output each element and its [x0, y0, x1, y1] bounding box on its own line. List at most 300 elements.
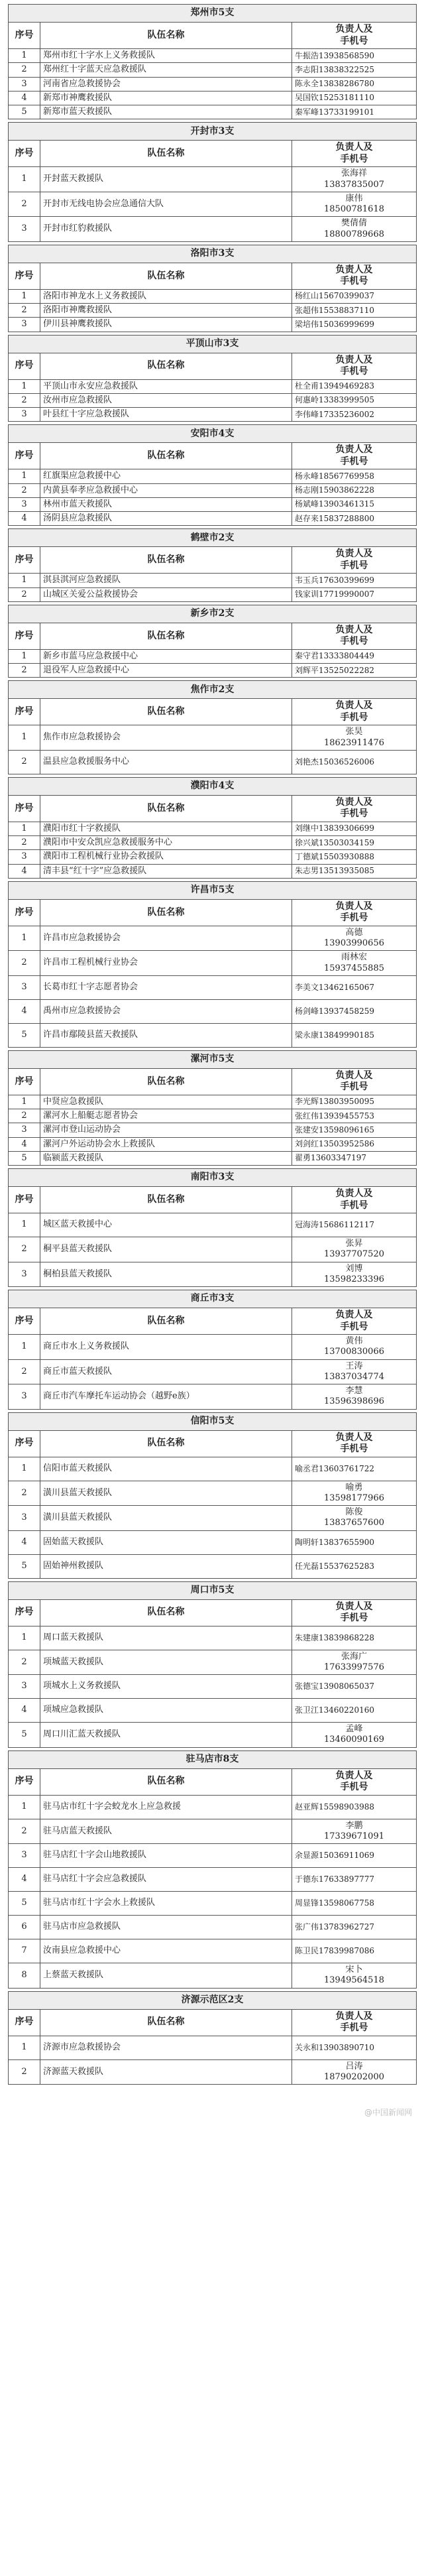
table-row — [9, 1723, 417, 1748]
contact-info: 余显源15036911069 — [292, 1844, 417, 1868]
table-row — [9, 49, 417, 63]
table-row — [9, 318, 417, 332]
column-header-index: 序号 — [9, 443, 40, 469]
contact-info: 杜全甫13949469283 — [292, 379, 417, 393]
contact-info: 刘辉平13525022282 — [292, 664, 417, 678]
contact-info: 陈俊 13837657600 — [292, 1506, 417, 1531]
row-index: 1 — [9, 1457, 40, 1481]
contact-info: 张海广 17633997576 — [292, 1650, 417, 1675]
table-row — [9, 289, 417, 303]
team-name: 项城应急救援队 — [40, 1699, 292, 1723]
city-table — [8, 1991, 417, 2085]
table-row — [9, 379, 417, 393]
contact-info: 吴国钦15253181110 — [292, 91, 417, 105]
team-name: 许昌市应急救援协会 — [40, 926, 292, 951]
row-index: 3 — [9, 975, 40, 999]
city-table — [8, 881, 417, 1048]
contact-info: 杨红山15670399037 — [292, 289, 417, 303]
row-index: 3 — [9, 77, 40, 91]
row-index: 5 — [9, 1151, 40, 1165]
contact-info: 康伟 18500781618 — [292, 192, 417, 217]
table-row — [9, 822, 417, 835]
team-name: 汝州市应急救援队 — [40, 393, 292, 407]
column-header-index: 序号 — [9, 1068, 40, 1095]
contact-info: 杨志刚15903862228 — [292, 483, 417, 497]
team-name: 许昌市工程机械行业协会 — [40, 951, 292, 976]
table-row — [9, 1095, 417, 1109]
team-name: 驻马店蓝天救援队 — [40, 1819, 292, 1844]
team-name: 项城蓝天救援队 — [40, 1650, 292, 1675]
team-name: 驻马店市红十字会水上救援队 — [40, 1892, 292, 1916]
team-name: 桐平县蓝天救援队 — [40, 1237, 292, 1262]
team-name: 禹州市应急救援协会 — [40, 999, 292, 1023]
city-table — [8, 245, 417, 332]
team-name: 漯河市登山运动协会 — [40, 1123, 292, 1137]
column-header-index: 序号 — [9, 23, 40, 49]
row-index: 2 — [9, 2059, 40, 2085]
row-index: 2 — [9, 750, 40, 774]
table-row — [9, 1137, 417, 1151]
row-index: 3 — [9, 408, 40, 422]
table-row — [9, 1237, 417, 1262]
row-index: 4 — [9, 91, 40, 105]
row-index: 3 — [9, 318, 40, 332]
table-row — [9, 167, 417, 192]
city-title: 平顶山市3支 — [9, 335, 417, 353]
column-header-team: 队伍名称 — [40, 1768, 292, 1795]
team-name: 商丘市蓝天救援队 — [40, 1359, 292, 1384]
column-header-index: 序号 — [9, 353, 40, 379]
column-header-index: 序号 — [9, 1599, 40, 1626]
column-header-team: 队伍名称 — [40, 443, 292, 469]
table-row — [9, 483, 417, 497]
team-name: 固始神州救援队 — [40, 1554, 292, 1578]
row-index: 8 — [9, 1963, 40, 1989]
column-header-index: 序号 — [9, 1308, 40, 1335]
row-index: 2 — [9, 1109, 40, 1123]
table-row — [9, 2036, 417, 2059]
table-row — [9, 1213, 417, 1237]
team-name: 洛阳市神龙水上义务救援队 — [40, 289, 292, 303]
column-header-team: 队伍名称 — [40, 2009, 292, 2036]
column-header-contact: 负责人及 手机号 — [292, 443, 417, 469]
table-row — [9, 91, 417, 105]
column-header-index: 序号 — [9, 1187, 40, 1213]
team-name: 濮阳市工程机械行业协会救援队 — [40, 850, 292, 864]
row-index: 3 — [9, 1262, 40, 1287]
row-index: 2 — [9, 192, 40, 217]
row-index: 5 — [9, 1723, 40, 1748]
column-header-contact: 负责人及 手机号 — [292, 23, 417, 49]
row-index: 1 — [9, 649, 40, 663]
team-name: 清丰县“红十字”应急救援队 — [40, 864, 292, 878]
team-name: 河南省应急救援协会 — [40, 77, 292, 91]
contact-info: 吕涛 18790202000 — [292, 2059, 417, 2085]
column-header-team: 队伍名称 — [40, 141, 292, 167]
table-row — [9, 1506, 417, 1531]
contact-info: 秦守君13333804449 — [292, 649, 417, 663]
column-header-contact: 负责人及 手机号 — [292, 547, 417, 574]
table-row — [9, 951, 417, 976]
contact-info: 刘博 13598233396 — [292, 1262, 417, 1287]
contact-info: 梁永康13849990185 — [292, 1023, 417, 1047]
table-row — [9, 664, 417, 678]
column-header-team: 队伍名称 — [40, 699, 292, 725]
city-title: 开封市3支 — [9, 123, 417, 141]
column-header-contact: 负责人及 手机号 — [292, 1187, 417, 1213]
city-title: 郑州市5支 — [9, 5, 417, 23]
column-header-team: 队伍名称 — [40, 263, 292, 289]
city-title: 漯河市5支 — [9, 1050, 417, 1068]
contact-info: 刘继中13839306699 — [292, 822, 417, 835]
table-row — [9, 999, 417, 1023]
row-index: 4 — [9, 1868, 40, 1892]
team-name: 开封市红豹救援队 — [40, 217, 292, 242]
table-row — [9, 217, 417, 242]
row-index: 2 — [9, 951, 40, 976]
contact-info: 喻丞君13603761722 — [292, 1457, 417, 1481]
column-header-contact: 负责人及 手机号 — [292, 263, 417, 289]
contact-info: 翟勇13603347197 — [292, 1151, 417, 1165]
table-row — [9, 304, 417, 318]
contact-info: 徐兴斌13503034159 — [292, 836, 417, 850]
row-index: 1 — [9, 822, 40, 835]
column-header-team: 队伍名称 — [40, 1187, 292, 1213]
column-header-contact: 负责人及 手机号 — [292, 699, 417, 725]
contact-info: 陈卫民17839987086 — [292, 1939, 417, 1963]
team-name: 开封蓝天救援队 — [40, 167, 292, 192]
team-name: 济源蓝天救援队 — [40, 2059, 292, 2085]
contact-info: 杨剑峰13937458259 — [292, 999, 417, 1023]
team-name: 桐柏县蓝天救援队 — [40, 1262, 292, 1287]
table-row — [9, 497, 417, 511]
row-index: 1 — [9, 1095, 40, 1109]
table-row — [9, 1151, 417, 1165]
contact-info: 李慧 13596398696 — [292, 1384, 417, 1410]
city-title: 周口市5支 — [9, 1581, 417, 1599]
contact-info: 梁培伟15036999699 — [292, 318, 417, 332]
contact-info: 李志阳13838322525 — [292, 63, 417, 77]
team-name: 内黄县奉孝应急救援中心 — [40, 483, 292, 497]
column-header-contact: 负责人及 手机号 — [292, 2009, 417, 2036]
contact-info: 杨永峰18567769958 — [292, 469, 417, 483]
row-index: 2 — [9, 587, 40, 601]
column-header-team: 队伍名称 — [40, 547, 292, 574]
row-index: 2 — [9, 836, 40, 850]
contact-info: 黄伟 13700830066 — [292, 1335, 417, 1360]
row-index: 5 — [9, 105, 40, 119]
row-index: 3 — [9, 1506, 40, 1531]
row-index: 1 — [9, 1626, 40, 1650]
contact-info: 任光磊15537625283 — [292, 1554, 417, 1578]
table-row — [9, 725, 417, 751]
team-name: 濮阳市红十字救援队 — [40, 822, 292, 835]
city-title: 信阳市5支 — [9, 1412, 417, 1430]
table-row — [9, 2059, 417, 2085]
table-row — [9, 408, 417, 422]
column-header-team: 队伍名称 — [40, 623, 292, 649]
table-row — [9, 864, 417, 878]
row-index: 2 — [9, 1481, 40, 1506]
table-row — [9, 1892, 417, 1916]
column-header-contact: 负责人及 手机号 — [292, 623, 417, 649]
city-table — [8, 1581, 417, 1748]
city-table — [8, 1168, 417, 1287]
city-table — [8, 1412, 417, 1579]
column-header-contact: 负责人及 手机号 — [292, 1430, 417, 1457]
row-index: 2 — [9, 483, 40, 497]
row-index: 7 — [9, 1939, 40, 1963]
table-row — [9, 63, 417, 77]
team-name: 周口川汇蓝天救援队 — [40, 1723, 292, 1748]
contact-info: 朱志男13513935085 — [292, 864, 417, 878]
table-row — [9, 1939, 417, 1963]
team-name: 林州市蓝天救援队 — [40, 497, 292, 511]
city-title: 濮阳市4支 — [9, 777, 417, 795]
city-table — [8, 528, 417, 602]
team-name: 淇县淇河应急救援队 — [40, 574, 292, 587]
team-name: 伊川县神鹰救援队 — [40, 318, 292, 332]
contact-info: 钱家训17719990007 — [292, 587, 417, 601]
column-header-index: 序号 — [9, 795, 40, 822]
city-table — [8, 4, 417, 119]
contact-info: 张海祥 13837835007 — [292, 167, 417, 192]
column-header-contact: 负责人及 手机号 — [292, 795, 417, 822]
row-index: 4 — [9, 1137, 40, 1151]
table-row — [9, 1699, 417, 1723]
column-header-index: 序号 — [9, 263, 40, 289]
contact-info: 韦玉兵17630399699 — [292, 574, 417, 587]
row-index: 3 — [9, 1384, 40, 1410]
team-name: 焦作市应急救援协会 — [40, 725, 292, 751]
table-row — [9, 1916, 417, 1939]
row-index: 5 — [9, 1554, 40, 1578]
table-row — [9, 1359, 417, 1384]
team-name: 长葛市红十字志愿者协会 — [40, 975, 292, 999]
row-index: 2 — [9, 1237, 40, 1262]
column-header-team: 队伍名称 — [40, 1430, 292, 1457]
city-title: 焦作市2支 — [9, 681, 417, 699]
table-row — [9, 1335, 417, 1360]
contact-info: 张昊 18623911476 — [292, 725, 417, 751]
table-row — [9, 1868, 417, 1892]
contact-info: 何惠岭13383999505 — [292, 393, 417, 407]
row-index: 1 — [9, 469, 40, 483]
team-name: 中贤应急救援队 — [40, 1095, 292, 1109]
team-name: 驻马店市应急救援队 — [40, 1916, 292, 1939]
contact-info: 陈永全13838286780 — [292, 77, 417, 91]
team-name: 城区蓝天救援中心 — [40, 1213, 292, 1237]
row-index: 1 — [9, 379, 40, 393]
row-index: 6 — [9, 1916, 40, 1939]
column-header-index: 序号 — [9, 2009, 40, 2036]
column-header-contact: 负责人及 手机号 — [292, 899, 417, 926]
row-index: 2 — [9, 1359, 40, 1384]
row-index: 1 — [9, 574, 40, 587]
city-title: 济源示范区2支 — [9, 1991, 417, 2009]
column-header-index: 序号 — [9, 899, 40, 926]
table-row — [9, 469, 417, 483]
column-header-team: 队伍名称 — [40, 1068, 292, 1095]
row-index: 1 — [9, 725, 40, 751]
column-header-contact: 负责人及 手机号 — [292, 1599, 417, 1626]
city-table — [8, 1750, 417, 1989]
row-index: 1 — [9, 1335, 40, 1360]
city-table — [8, 424, 417, 526]
table-row — [9, 1819, 417, 1844]
contact-info: 于德东17633897777 — [292, 1868, 417, 1892]
city-table — [8, 335, 417, 422]
team-name: 郑州红十字蓝天应急救援队 — [40, 63, 292, 77]
column-header-contact: 负责人及 手机号 — [292, 1308, 417, 1335]
team-name: 叶县红十字应急救援队 — [40, 408, 292, 422]
column-header-index: 序号 — [9, 699, 40, 725]
contact-info: 张建安13598096165 — [292, 1123, 417, 1137]
table-row — [9, 574, 417, 587]
row-index: 2 — [9, 1650, 40, 1675]
footer — [0, 2087, 424, 2127]
table-row — [9, 1481, 417, 1506]
column-header-contact: 负责人及 手机号 — [292, 1768, 417, 1795]
table-row — [9, 1023, 417, 1047]
row-index: 5 — [9, 1023, 40, 1047]
team-name: 商丘市汽车摩托车运动协会（越野e族） — [40, 1384, 292, 1410]
contact-info: 刘剑红13503952586 — [292, 1137, 417, 1151]
column-header-team: 队伍名称 — [40, 353, 292, 379]
team-name: 平顶山市永安应急救援队 — [40, 379, 292, 393]
row-index: 5 — [9, 1892, 40, 1916]
row-index: 4 — [9, 999, 40, 1023]
contact-info: 刘艳杰15036526006 — [292, 750, 417, 774]
column-header-contact: 负责人及 手机号 — [292, 353, 417, 379]
row-index: 3 — [9, 1844, 40, 1868]
column-header-team: 队伍名称 — [40, 1308, 292, 1335]
table-row — [9, 1963, 417, 1989]
contact-info: 喻勇 13598177966 — [292, 1481, 417, 1506]
contact-info: 李光辉13803950095 — [292, 1095, 417, 1109]
column-header-contact: 负责人及 手机号 — [292, 141, 417, 167]
contact-info: 张卫江13460220160 — [292, 1699, 417, 1723]
row-index: 2 — [9, 63, 40, 77]
contact-info: 李伟峰17335236002 — [292, 408, 417, 422]
contact-info: 张昇 13937707520 — [292, 1237, 417, 1262]
row-index: 4 — [9, 864, 40, 878]
table-row — [9, 1384, 417, 1410]
city-title: 鹤壁市2支 — [9, 529, 417, 547]
contact-info: 周显锋13598067758 — [292, 1892, 417, 1916]
table-row — [9, 975, 417, 999]
row-index: 2 — [9, 1819, 40, 1844]
table-row — [9, 649, 417, 663]
table-row — [9, 926, 417, 951]
team-name: 濮阳市中安众凯应急救援服务中心 — [40, 836, 292, 850]
city-table — [8, 605, 417, 678]
team-name: 临颍蓝天救援队 — [40, 1151, 292, 1165]
contact-info: 樊倩倩 18800789668 — [292, 217, 417, 242]
team-name: 汝南县应急救援中心 — [40, 1939, 292, 1963]
table-row — [9, 1457, 417, 1481]
team-name: 漯河户外运动协会水上救援队 — [40, 1137, 292, 1151]
contact-info: 秦军峰13733199101 — [292, 105, 417, 119]
row-index: 3 — [9, 1123, 40, 1137]
city-table — [8, 122, 417, 242]
team-name: 开封市无线电协会应急通信大队 — [40, 192, 292, 217]
row-index: 1 — [9, 1795, 40, 1819]
team-name: 潢川县蓝天救援队 — [40, 1506, 292, 1531]
contact-info: 赵亚辉15598903988 — [292, 1795, 417, 1819]
row-index: 2 — [9, 664, 40, 678]
table-row — [9, 105, 417, 119]
city-table — [8, 1050, 417, 1166]
table-row — [9, 393, 417, 407]
city-title: 新乡市2支 — [9, 605, 417, 623]
table-row — [9, 1675, 417, 1699]
table-row — [9, 850, 417, 864]
table-row — [9, 1123, 417, 1137]
team-name: 漯河水上船艇志愿者协会 — [40, 1109, 292, 1123]
row-index: 3 — [9, 1675, 40, 1699]
column-header-index: 序号 — [9, 1430, 40, 1457]
row-index: 1 — [9, 2036, 40, 2059]
contact-info: 赵存来15837288800 — [292, 512, 417, 526]
city-title: 许昌市5支 — [9, 881, 417, 899]
team-name: 新郑市神鹰救援队 — [40, 91, 292, 105]
team-name: 新郑市蓝天救援队 — [40, 105, 292, 119]
table-row — [9, 1109, 417, 1123]
team-name: 信阳市蓝天救援队 — [40, 1457, 292, 1481]
team-name: 汤阴县应急救援队 — [40, 512, 292, 526]
team-name: 山城区关爱公益救援协会 — [40, 587, 292, 601]
team-name: 温县应急救援服务中心 — [40, 750, 292, 774]
table-row — [9, 1262, 417, 1287]
column-header-index: 序号 — [9, 547, 40, 574]
row-index: 2 — [9, 304, 40, 318]
column-header-index: 序号 — [9, 623, 40, 649]
row-index: 1 — [9, 926, 40, 951]
contact-info: 张德宝13908065037 — [292, 1675, 417, 1699]
row-index: 1 — [9, 1213, 40, 1237]
table-row — [9, 192, 417, 217]
city-title: 驻马店市8支 — [9, 1750, 417, 1768]
row-index: 3 — [9, 217, 40, 242]
city-table — [8, 777, 417, 879]
team-name: 新乡市蓝马应急救援中心 — [40, 649, 292, 663]
row-index: 4 — [9, 1530, 40, 1554]
team-name: 驻马店市红十字会蛟龙水上应急救援 — [40, 1795, 292, 1819]
table-row — [9, 1844, 417, 1868]
contact-info: 雨林宏 15937455885 — [292, 951, 417, 976]
team-name: 洛阳市神鹰救援队 — [40, 304, 292, 318]
table-row — [9, 1530, 417, 1554]
team-name: 固始蓝天救援队 — [40, 1530, 292, 1554]
contact-info: 张广伟13783962727 — [292, 1916, 417, 1939]
city-table — [8, 680, 417, 774]
contact-info: 朱建康13839868228 — [292, 1626, 417, 1650]
city-title: 商丘市3支 — [9, 1290, 417, 1308]
team-name: 潢川县蓝天救援队 — [40, 1481, 292, 1506]
contact-info: 张红伟13939455753 — [292, 1109, 417, 1123]
row-index: 3 — [9, 497, 40, 511]
table-row — [9, 1650, 417, 1675]
column-header-index: 序号 — [9, 141, 40, 167]
contact-info: 张超伟15538837110 — [292, 304, 417, 318]
column-header-contact: 负责人及 手机号 — [292, 1068, 417, 1095]
contact-info: 李美文13462165067 — [292, 975, 417, 999]
contact-info: 陶明轩13837655900 — [292, 1530, 417, 1554]
row-index: 2 — [9, 393, 40, 407]
column-header-team: 队伍名称 — [40, 899, 292, 926]
table-row — [9, 836, 417, 850]
